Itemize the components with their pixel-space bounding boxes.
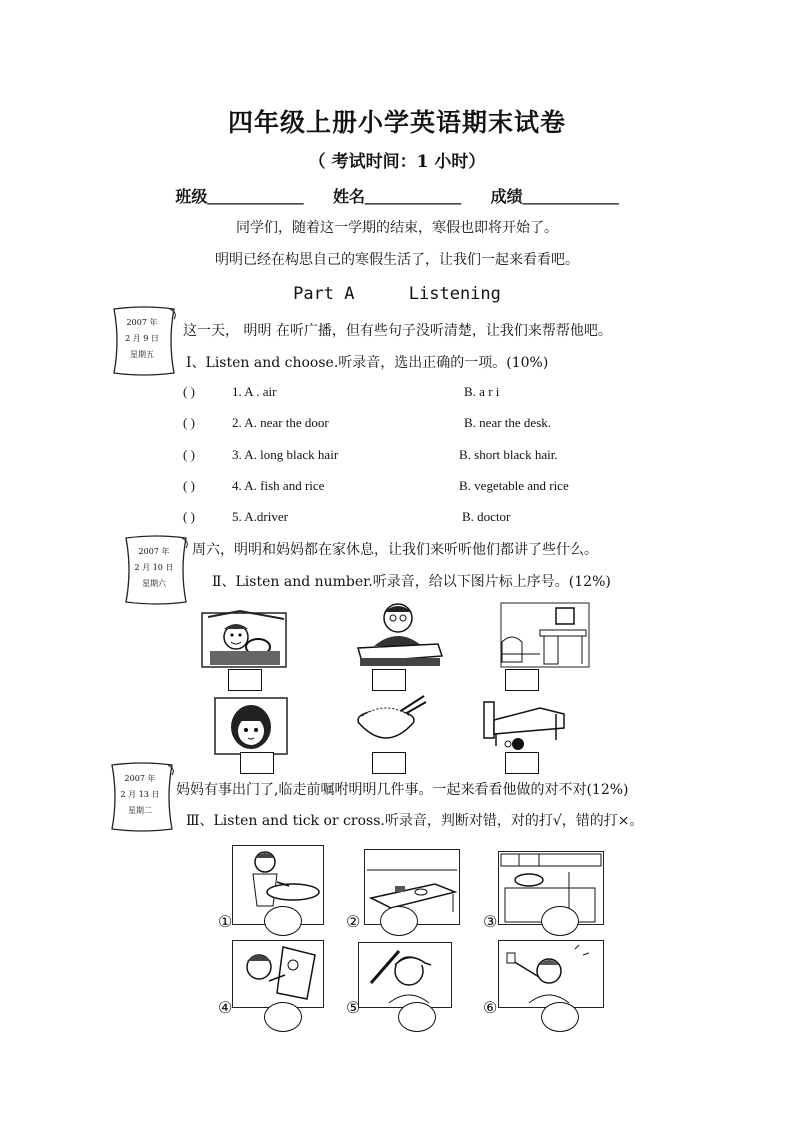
option-a: 1. A . air (232, 384, 277, 399)
rice-bowl-picture (352, 692, 428, 748)
section1-instruction: Ⅰ、Listen and choose.听录音，选出正确的一项。(10%) (186, 355, 549, 371)
girl-painting-picture (232, 940, 324, 1008)
class-field[interactable]: 班级＿＿＿＿＿＿ (175, 187, 304, 206)
page-title: 四年级上册小学英语期末试卷 (227, 108, 566, 137)
girl-picture (214, 697, 288, 755)
intro-line-1: 同学们，随着这一学期的结束，寒假也即将开始了。 (236, 220, 558, 236)
answer-circle[interactable] (264, 906, 302, 936)
calendar-note-3 (106, 761, 178, 831)
section1-story: 这一天， 明明 在听广播，但有些句子没听清楚，让我们来帮帮他吧。 (183, 323, 612, 339)
note-day: 星期六 (142, 579, 166, 588)
intro-line-2: 明明已经在构思自己的寒假生活了，让我们一起来看看吧。 (215, 252, 579, 268)
note-date: 2 月 13 日 (120, 790, 160, 799)
driver-picture (200, 607, 288, 671)
item-number: ④ (218, 998, 233, 1017)
note-date: 2 月 10 日 (134, 563, 174, 572)
part-label: Part A (293, 284, 355, 304)
option-b: B. near the desk. (464, 415, 552, 430)
calendar-note-1 (108, 305, 180, 375)
section3-story: 妈妈有事出门了,临走前嘱咐明明几件事。一起来看看他做的对不对(12%) (176, 782, 629, 798)
part-heading (0, 284, 794, 304)
number-box[interactable] (372, 752, 406, 774)
item-number: ① (218, 912, 233, 931)
item-number: ③ (483, 912, 498, 931)
note-year: 2007 年 (124, 774, 156, 783)
option-a: 5. A.driver (232, 509, 288, 524)
item-number: ② (346, 912, 361, 931)
option-b: B. vegetable and rice (459, 478, 569, 493)
option-a: 3. A. long black hair (232, 447, 339, 462)
answer-paren[interactable]: ( ) (183, 384, 195, 399)
exam-duration: （ 考试时间：1 小时） (308, 152, 486, 172)
answer-circle[interactable] (398, 1002, 436, 1032)
score-field[interactable]: 成绩＿＿＿＿＿＿ (490, 187, 619, 206)
note-date: 2 月 9 日 (125, 334, 159, 343)
option-b: B. a r i (464, 384, 500, 399)
name-field[interactable]: 姓名＿＿＿＿＿＿ (332, 187, 461, 206)
note-year: 2007 年 (138, 547, 170, 556)
note-year: 2007 年 (126, 318, 158, 327)
section3-instruction: Ⅲ、Listen and tick or cross.听录音，判断对错，对的打√，错的打×。 (186, 813, 644, 829)
answer-paren[interactable]: ( ) (183, 509, 195, 524)
number-box[interactable] (228, 669, 262, 691)
boy-baseball-picture (358, 942, 452, 1008)
answer-circle[interactable] (541, 1002, 579, 1032)
option-a: 2. A. near the door (232, 415, 329, 430)
option-b: B. doctor (462, 509, 511, 524)
note-day: 星期二 (128, 806, 152, 815)
option-a: 4. A. fish and rice (232, 478, 325, 493)
boy-light-switch-picture (498, 940, 604, 1008)
calendar-note-2 (120, 534, 192, 604)
bedroom-desk-picture (500, 602, 590, 670)
note-day: 星期五 (130, 350, 154, 359)
answer-paren[interactable]: ( ) (183, 478, 195, 493)
number-box[interactable] (505, 752, 539, 774)
section2-story: 周六，明明和妈妈都在家休息，让我们来听听他们都讲了些什么。 (192, 542, 598, 558)
student-info-fields (0, 184, 794, 207)
student-desk-picture (352, 600, 444, 670)
answer-circle[interactable] (541, 906, 579, 936)
answer-paren[interactable]: ( ) (183, 415, 195, 430)
section2-instruction: Ⅱ、Listen and number.听录音，给以下图片标上序号。(12%) (212, 574, 611, 590)
item-number: ⑥ (483, 998, 498, 1017)
bed-picture (480, 690, 570, 752)
number-box[interactable] (505, 669, 539, 691)
option-b: B. short black hair. (459, 447, 558, 462)
answer-paren[interactable]: ( ) (183, 447, 195, 462)
part-title: Listening (408, 284, 501, 304)
number-box[interactable] (372, 669, 406, 691)
number-box[interactable] (240, 752, 274, 774)
answer-circle[interactable] (264, 1002, 302, 1032)
answer-circle[interactable] (380, 906, 418, 936)
item-number: ⑤ (346, 998, 361, 1017)
